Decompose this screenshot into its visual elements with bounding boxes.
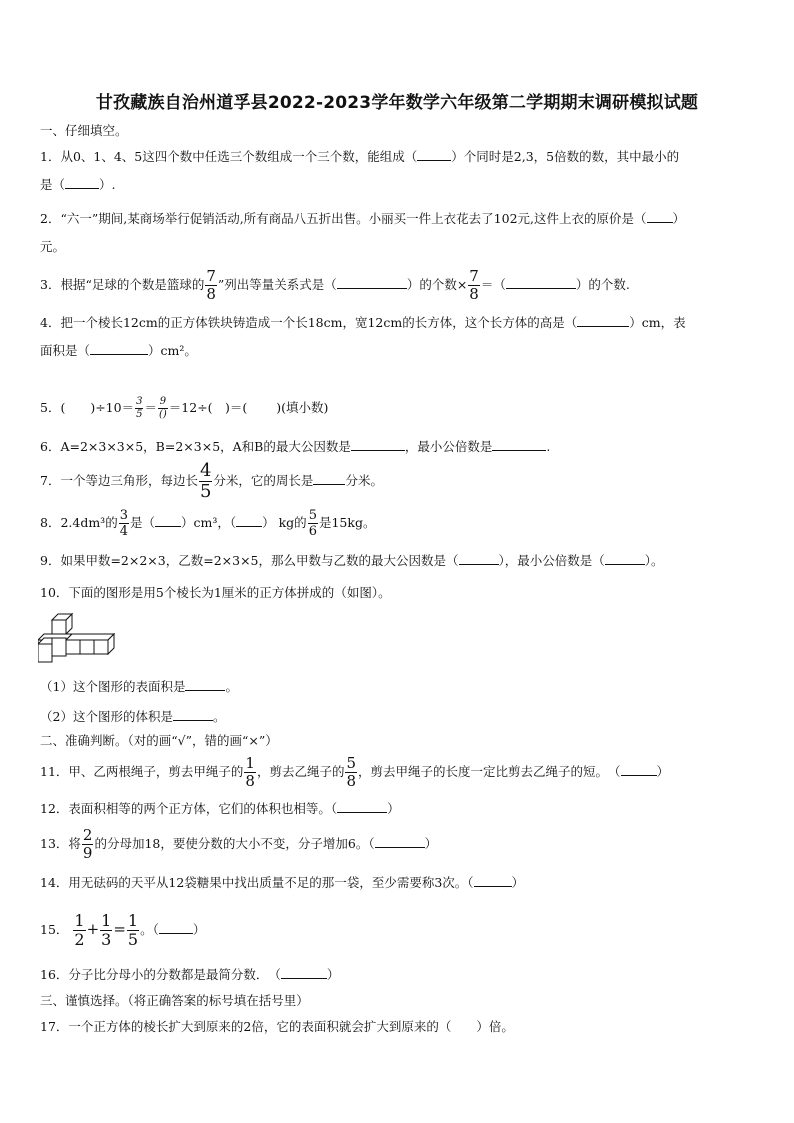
q11-fraction-1 bbox=[244, 756, 256, 789]
question-10: 10．下面的图形是用5个棱长为1厘米的正方体拼成的（如图）。 bbox=[40, 585, 391, 600]
q16-blank[interactable] bbox=[281, 966, 327, 979]
q8-fraction-1 bbox=[119, 509, 129, 538]
q11-blank[interactable] bbox=[621, 763, 657, 776]
q10-p1-text: （1）这个图形的表面积是 bbox=[40, 679, 186, 694]
q2-text-b: ） bbox=[672, 211, 686, 226]
q1-text-b: ）个同时是2,3，5倍数的数，其中最小的 bbox=[451, 149, 680, 164]
q10-blank-2[interactable] bbox=[173, 708, 213, 721]
q10-blank-1[interactable] bbox=[185, 678, 225, 691]
q3-blank-2[interactable] bbox=[506, 276, 576, 289]
q3-text-c: ）的个数× bbox=[406, 277, 468, 292]
q10-p2-text: （2）这个图形的体积是 bbox=[40, 709, 173, 724]
q8-fraction-2 bbox=[308, 509, 318, 538]
q13-fraction bbox=[82, 828, 94, 861]
q11-frac1-den: 8 bbox=[245, 772, 255, 790]
question-2-line-1 bbox=[40, 210, 754, 228]
question-11 bbox=[40, 754, 754, 790]
cube-top-front bbox=[52, 620, 66, 634]
q8-frac2-den: 6 bbox=[308, 524, 317, 539]
q12-blank[interactable] bbox=[337, 800, 387, 813]
question-10-part-2 bbox=[40, 708, 754, 726]
question-17: 17．一个正方体的棱长扩大到原来的2倍，它的表面积就会扩大到原来的（ ）倍。 bbox=[40, 1019, 514, 1034]
q4-blank-1[interactable] bbox=[577, 314, 629, 327]
q3-frac1-num: 7 bbox=[206, 267, 216, 285]
q16-text-a: 16．分子比分母小的分数都是最简分数． （ bbox=[40, 967, 281, 982]
question-1-line-2 bbox=[40, 176, 754, 194]
q5-frac1-den: 5 bbox=[136, 409, 143, 420]
q5-fraction-1 bbox=[135, 397, 143, 420]
q6-blank-2[interactable] bbox=[492, 438, 546, 451]
q11-text-a: 11．甲、乙两根绳子，剪去甲绳子的 bbox=[40, 764, 244, 779]
q15-blank[interactable] bbox=[159, 921, 193, 934]
q15-text-a: 15． bbox=[40, 922, 69, 937]
q1-blank-1[interactable] bbox=[417, 148, 451, 161]
q3-text-b: ”列出等量关系式是（ bbox=[217, 277, 337, 292]
q5-text-b: ＝ bbox=[144, 400, 157, 415]
question-4-line-1 bbox=[40, 314, 754, 332]
q3-frac2-den: 8 bbox=[469, 285, 479, 303]
q5-frac2-den: () bbox=[158, 409, 167, 420]
section-fill-in: 一、仔细填空。 bbox=[40, 123, 128, 138]
q15-frac3-den: 5 bbox=[127, 930, 139, 949]
page-title: 甘孜藏族自治州道孚县2022-2023学年数学六年级第二学期期末调研模拟试题 bbox=[95, 93, 699, 113]
q3-text-d: ＝（ bbox=[480, 277, 506, 292]
q6-text-a: 6．A=2×3×3×5，B=2×3×5，A和B的最大公因数是 bbox=[40, 439, 351, 454]
question-15 bbox=[40, 906, 754, 953]
q11-frac2-den: 8 bbox=[346, 772, 357, 790]
q15-fraction-3 bbox=[127, 913, 139, 948]
q1-text-a: 1．从0、1、4、5这四个数中任选三个数组成一个三个数，能组成（ bbox=[40, 149, 418, 164]
question-14 bbox=[40, 874, 754, 892]
q16-text-b: ） bbox=[326, 967, 340, 982]
question-3 bbox=[40, 268, 754, 302]
q7-frac-num: 4 bbox=[199, 460, 212, 481]
q2-blank[interactable] bbox=[647, 210, 673, 223]
q3-frac2-num: 7 bbox=[469, 267, 479, 285]
question-9 bbox=[40, 552, 754, 570]
q9-blank-1[interactable] bbox=[459, 552, 499, 565]
q1-text-d: ）. bbox=[99, 177, 116, 192]
q13-frac-num: 2 bbox=[82, 826, 93, 844]
question-2-line-2: 元。 bbox=[40, 239, 66, 254]
q7-fraction bbox=[199, 462, 212, 501]
q8-frac2-num: 5 bbox=[308, 508, 317, 523]
q8-text-a: 8．2.4dm³的 bbox=[40, 515, 118, 530]
q15-text-b: 。（ bbox=[140, 922, 159, 937]
q4-text-d: ）cm²。 bbox=[148, 343, 197, 358]
q9-text-a: 9．如果甲数=2×2×3，乙数=2×3×5，那么甲数与乙数的最大公因数是（ bbox=[40, 553, 459, 568]
q15-fraction-2 bbox=[100, 913, 112, 948]
question-10-part-1 bbox=[40, 678, 754, 696]
q11-text-b: ，剪去乙绳子的 bbox=[256, 764, 345, 779]
cube-figure bbox=[38, 612, 118, 664]
q11-text-c: ，剪去甲绳子的长度一定比剪去乙绳子的短。 （ bbox=[358, 764, 621, 779]
section-true-false: 二、准确判断。（对的画“√”，错的画“×”） bbox=[40, 733, 278, 748]
q13-blank[interactable] bbox=[375, 835, 425, 848]
q1-blank-2[interactable] bbox=[65, 176, 99, 189]
q8-blank-2[interactable] bbox=[236, 514, 262, 527]
q3-text-e: ）的个数. bbox=[575, 277, 630, 292]
q3-frac1-den: 8 bbox=[206, 285, 216, 303]
q5-frac2-num: 9 bbox=[159, 396, 167, 407]
q8-text-b: 是（ bbox=[129, 515, 155, 530]
q14-blank[interactable] bbox=[474, 874, 512, 887]
q15-frac2-den: 3 bbox=[101, 930, 112, 949]
question-13 bbox=[40, 826, 754, 862]
question-4-line-2 bbox=[40, 342, 754, 360]
q10-p2-end: 。 bbox=[212, 709, 226, 724]
q15-fraction-1 bbox=[73, 913, 85, 948]
q8-frac1-num: 3 bbox=[119, 508, 128, 523]
q7-text-b: 分米，它的周长是 bbox=[213, 473, 314, 488]
q11-frac2-num: 5 bbox=[346, 754, 357, 772]
q7-blank[interactable] bbox=[313, 472, 345, 485]
q3-blank-1[interactable] bbox=[337, 276, 407, 289]
q1-text-c: 是（ bbox=[40, 177, 66, 192]
q7-text-c: 分米。 bbox=[345, 473, 383, 488]
q5-frac1-num: 3 bbox=[136, 396, 143, 407]
question-7 bbox=[40, 462, 754, 501]
q3-fraction-2 bbox=[468, 269, 480, 302]
section-multiple-choice: 三、谨慎选择。（将正确答案的标号填在括号里） bbox=[40, 993, 309, 1008]
q6-text-b: ，最小公倍数是 bbox=[404, 439, 493, 454]
q13-text-a: 13．将 bbox=[40, 836, 81, 851]
q4-text-b: ）cm，表 bbox=[629, 315, 686, 330]
q11-text-d: ） bbox=[656, 764, 670, 779]
q5-fraction-2 bbox=[158, 397, 168, 420]
question-5 bbox=[40, 384, 754, 432]
q4-text-c: 面积是（ bbox=[40, 343, 91, 358]
q6-blank-1[interactable] bbox=[351, 438, 405, 451]
q15-frac1-den: 2 bbox=[74, 930, 85, 949]
q10-p1-end: 。 bbox=[225, 679, 238, 694]
q15-text-c: ） bbox=[192, 922, 206, 937]
q14-text-b: ） bbox=[511, 875, 525, 890]
q8-frac1-den: 4 bbox=[119, 524, 128, 539]
q8-blank-1[interactable] bbox=[155, 514, 181, 527]
q15-plus: + bbox=[86, 920, 100, 938]
q5-text-c: ＝12÷( )＝( )(填小数) bbox=[168, 400, 329, 415]
question-16 bbox=[40, 966, 754, 984]
q4-blank-2[interactable] bbox=[90, 342, 148, 355]
q14-text-a: 14．用无砝码的天平从12袋糖果中找出质量不足的那一袋，至少需要称3次。（ bbox=[40, 875, 474, 890]
q5-text-a: 5．( )÷10＝ bbox=[40, 400, 135, 415]
q3-text-a: 3．根据“足球的个数是篮球的 bbox=[40, 277, 205, 292]
q6-text-c: . bbox=[546, 439, 551, 454]
q9-text-b: ），最小公倍数是（ bbox=[498, 553, 605, 568]
q12-text-a: 12．表面积相等的两个正方体，它们的体积也相等。（ bbox=[40, 801, 338, 816]
q15-frac1-num: 1 bbox=[74, 911, 85, 930]
q11-fraction-2 bbox=[345, 756, 357, 789]
q15-equals: = bbox=[113, 920, 126, 938]
q13-text-b: 的分母加18，要使分数的大小不变，分子增加6。（ bbox=[94, 836, 375, 851]
q8-text-c: ）cm³，（ bbox=[181, 515, 237, 530]
q7-frac-den: 5 bbox=[199, 481, 212, 502]
q7-text-a: 7．一个等边三角形，每边长 bbox=[40, 473, 198, 488]
q11-frac1-num: 1 bbox=[245, 754, 255, 772]
q15-frac2-num: 1 bbox=[101, 911, 112, 930]
question-8 bbox=[40, 506, 754, 540]
q13-text-c: ） bbox=[424, 836, 438, 851]
question-1-line-1 bbox=[40, 148, 754, 166]
q9-blank-2[interactable] bbox=[605, 552, 645, 565]
q4-text-a: 4．把一个棱长12cm的正方体铁块铸造成一个长18cm，宽12cm的长方体，这个长方体的高是（ bbox=[40, 315, 578, 330]
q15-frac3-num: 1 bbox=[127, 911, 139, 930]
q2-text-a: 2．“六一”期间,某商场举行促销活动,所有商品八五折出售。小丽买一件上衣花去了102元,这件上衣的原价是（ bbox=[40, 211, 647, 226]
q13-frac-den: 9 bbox=[82, 844, 93, 862]
question-6 bbox=[40, 438, 754, 456]
q12-text-b: ） bbox=[387, 801, 400, 816]
q8-text-e: 是15kg。 bbox=[318, 515, 376, 530]
q3-fraction-1 bbox=[205, 269, 217, 302]
q8-text-d: ） kg的 bbox=[262, 515, 307, 530]
q9-text-c: ）。 bbox=[644, 553, 664, 568]
question-12 bbox=[40, 800, 754, 818]
